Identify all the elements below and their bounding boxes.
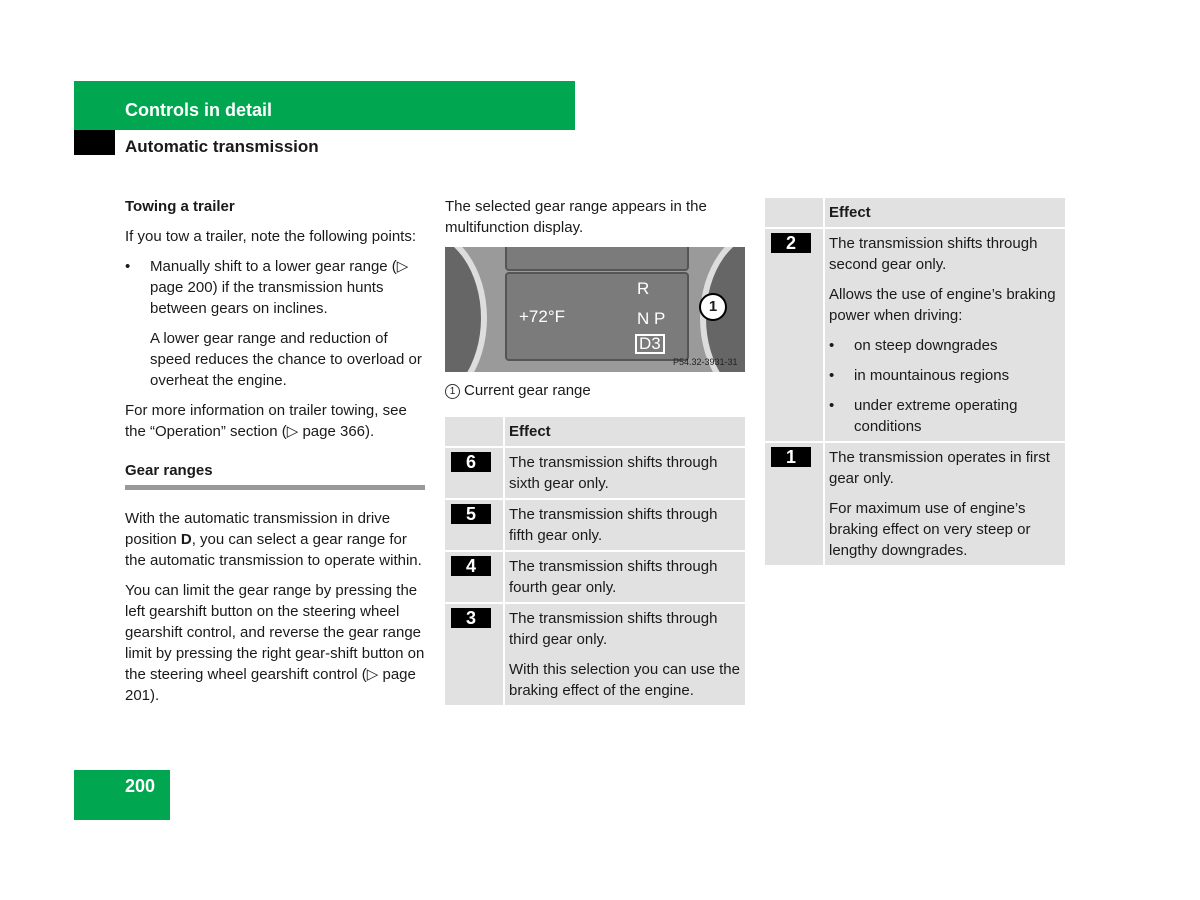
more-info: For more information on trailer towing, see the “Operation” section (▷ page 366). — [125, 402, 407, 440]
gear-r: R — [637, 279, 650, 298]
gear-paragraph-2: You can limit the gear range by pressing the left gearshift button on the steering wheel gearshift control, and reverse the gear range limit by pressing the right gear-shift button on the steering wheel gearshift control (▷ page 201). — [125, 582, 425, 704]
table-row — [445, 603, 745, 705]
gear-key: 3 — [451, 608, 491, 628]
towing-heading: Towing a trailer — [125, 198, 235, 215]
right-column — [765, 198, 1065, 565]
section-title: Controls in detail — [125, 100, 273, 120]
gear-key: 4 — [451, 556, 491, 576]
middle-column — [445, 196, 745, 705]
heading-rule — [125, 485, 425, 490]
towing-bullet: • Manually shift to a lower gear range (▷ page 200) if the transmission hunts between gears on inclines. — [125, 256, 425, 319]
towing-note: A lower gear range and reduction of speed reduces the chance to overload or overheat the engine. — [150, 330, 422, 389]
effect-text: The transmission shifts through fifth gear only. — [509, 506, 718, 544]
gear-paragraph-1: With the automatic transmission in drive position D, you can select a gear range for the automatic transmission to operate within. — [125, 510, 422, 569]
subsection-title: Automatic transmission — [125, 137, 319, 156]
multifunction-display-image — [445, 247, 745, 372]
display-intro: The selected gear range appears in the multifunction display. — [445, 198, 707, 236]
effect-text: The transmission shifts through sixth gear only. — [509, 454, 718, 492]
callout-1: 1 — [699, 293, 727, 321]
image-code: P54.32-3931-31 — [673, 357, 738, 367]
left-column — [125, 196, 425, 715]
towing-intro: If you tow a trailer, note the following points: — [125, 228, 416, 245]
gear-key: 2 — [771, 233, 811, 253]
gear-np: N P — [637, 309, 666, 328]
gear-key: 1 — [771, 447, 811, 467]
current-gear: D3 — [635, 334, 665, 354]
table-row — [445, 447, 745, 499]
gear-ranges-heading: Gear ranges — [125, 462, 213, 479]
gear-table-1 — [445, 417, 745, 705]
table-row — [445, 499, 745, 551]
gear-key: 6 — [451, 452, 491, 472]
table-row — [445, 551, 745, 603]
effect-text: The transmission shifts through fourth gear only. — [509, 558, 718, 596]
gear-key: 5 — [451, 504, 491, 524]
temperature-readout: +72°F — [519, 307, 566, 326]
table-row: 2 The transmission shifts through second gear only. Allows the use of engine’s braking power when driving: • on steep downgrades • in mountainous regions • under extreme operating conditions — [765, 228, 1065, 442]
effect-text: The transmission shifts through third gear only. — [509, 610, 718, 648]
caption: 1 Current gear range — [445, 380, 745, 401]
subsection-marker — [74, 130, 115, 155]
gear-table-2 — [765, 198, 1065, 565]
effect-header: Effect — [509, 423, 551, 440]
table-row: 1 The transmission operates in first gear only. For maximum use of engine’s braking effect on very steep or lengthy downgrades. — [765, 442, 1065, 565]
effect-text: With this selection you can use the braking effect of the engine. — [509, 661, 740, 699]
page-number-box — [74, 770, 170, 820]
page-number: 200 — [125, 776, 156, 796]
effect-header: Effect — [829, 204, 871, 221]
